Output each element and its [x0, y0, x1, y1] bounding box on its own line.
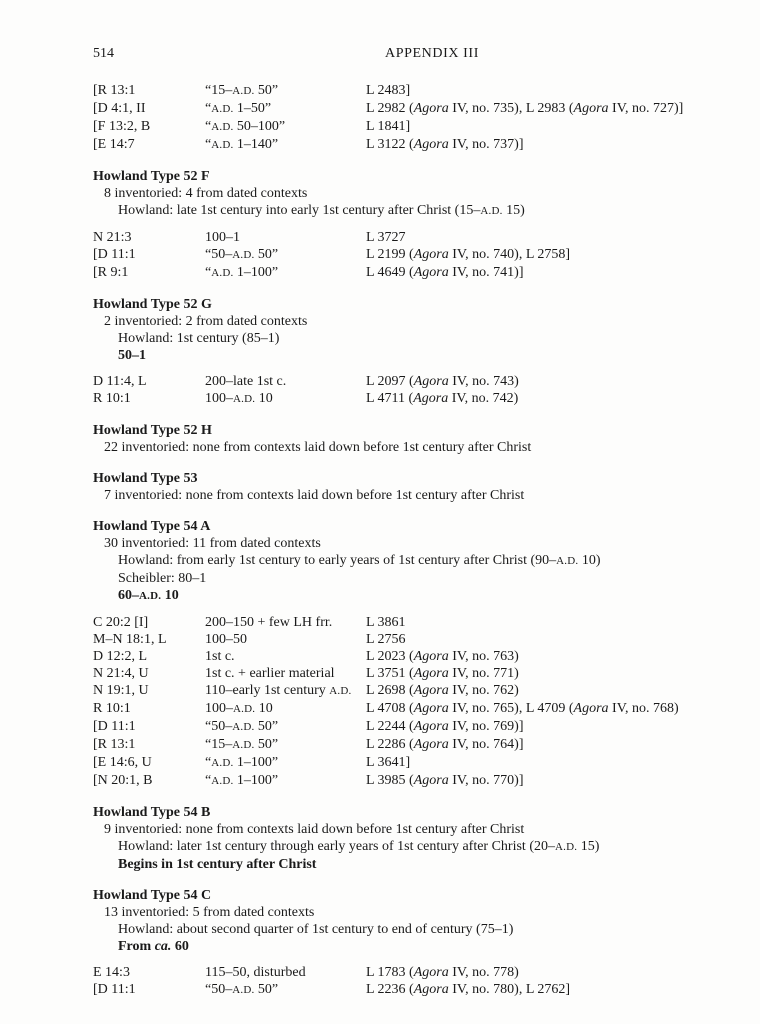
lamp-numbers-cell: L 4649 (Agora IV, no. 741)]: [366, 265, 524, 280]
date-range-cell: “A.D. 1–100”: [205, 265, 279, 280]
running-header: [93, 45, 694, 62]
lamp-numbers-cell: L 4711 (Agora IV, no. 742): [366, 391, 519, 406]
lamp-numbers-cell: L 2236 (Agora IV, no. 780), L 2762]: [366, 982, 571, 997]
date-range-cell: “15–A.D. 50”: [205, 83, 279, 98]
table-row: [93, 665, 694, 682]
table-row: [93, 964, 694, 981]
lamp-numbers-cell: L 2756: [366, 632, 406, 647]
table-row: [93, 648, 694, 665]
context-table: [93, 229, 694, 282]
section-heading: Howland Type 52 G: [93, 297, 212, 312]
page-number: 514: [93, 46, 114, 61]
context-cell: [F 13:2, B: [93, 119, 151, 134]
context-cell: N 19:1, U: [93, 683, 149, 698]
context-cell: [R 13:1: [93, 737, 136, 752]
lamp-numbers-cell: L 3861: [366, 615, 406, 630]
context-cell: [D 11:1: [93, 247, 136, 262]
section-detail-line: 2 inventoried: 2 from dated contexts: [104, 314, 308, 329]
table-row: [93, 718, 694, 736]
date-range-cell: 1st c. + earlier material: [205, 666, 335, 681]
lamp-numbers-cell: L 1783 (Agora IV, no. 778): [366, 965, 519, 980]
section-detail-line: 13 inventoried: 5 from dated contexts: [104, 905, 315, 920]
lamp-numbers-cell: L 4708 (Agora IV, no. 765), L 4709 (Agora IV, no. 768): [366, 701, 679, 716]
date-range-cell: “A.D. 50–100”: [205, 119, 286, 134]
section-detail-line: 7 inventoried: none from contexts laid down before 1st century after Christ: [104, 488, 525, 503]
section-detail-line: Howland: from early 1st century to early years of 1st century after Christ (90–A.D. 10): [118, 553, 601, 568]
lamp-numbers-cell: L 2023 (Agora IV, no. 763): [366, 649, 519, 664]
lamp-numbers-cell: L 2982 (Agora IV, no. 735), L 2983 (Agora IV, no. 727)]: [366, 101, 684, 116]
context-cell: [D 11:1: [93, 982, 136, 997]
lamp-numbers-cell: L 2244 (Agora IV, no. 769)]: [366, 719, 524, 734]
date-range-cell: 100–A.D. 10: [205, 391, 273, 406]
table-row: [93, 264, 694, 282]
date-range-cell: 200–late 1st c.: [205, 374, 287, 389]
date-range-cell: “50–A.D. 50”: [205, 247, 279, 262]
date-range-cell: “A.D. 1–140”: [205, 137, 279, 152]
table-row: [93, 981, 694, 999]
table-row: [93, 118, 694, 136]
type-section: [93, 296, 694, 364]
context-cell: M–N 18:1, L: [93, 632, 167, 647]
lamp-numbers-cell: L 1841]: [366, 119, 411, 134]
context-cell: D 11:4, L: [93, 374, 147, 389]
table-row: [93, 700, 694, 718]
table-row: [93, 373, 694, 390]
context-cell: [E 14:7: [93, 137, 135, 152]
date-range-cell: “A.D. 1–100”: [205, 755, 279, 770]
section-detail-line: Scheibler: 80–1: [118, 571, 207, 586]
section-detail-line: From ca. 60: [118, 939, 189, 954]
table-row: [93, 682, 694, 700]
type-section: [93, 804, 694, 873]
table-row: [93, 82, 694, 100]
section-heading: Howland Type 54 C: [93, 888, 212, 903]
lamp-numbers-cell: L 3985 (Agora IV, no. 770)]: [366, 773, 524, 788]
table-row: [93, 229, 694, 246]
context-cell: [E 14:6, U: [93, 755, 152, 770]
page-content: [93, 82, 694, 999]
section-detail-line: Howland: late 1st century into early 1st century after Christ (15–A.D. 15): [118, 203, 525, 218]
context-cell: [D 11:1: [93, 719, 136, 734]
date-range-cell: “50–A.D. 50”: [205, 982, 279, 997]
lamp-numbers-cell: L 3727: [366, 230, 406, 245]
date-range-cell: “A.D. 1–100”: [205, 773, 279, 788]
context-cell: C 20:2 [I]: [93, 615, 149, 630]
context-cell: D 12:2, L: [93, 649, 148, 664]
table-row: [93, 631, 694, 648]
context-table: [93, 964, 694, 999]
table-row: [93, 390, 694, 408]
section-heading: Howland Type 53: [93, 471, 198, 486]
date-range-cell: “50–A.D. 50”: [205, 719, 279, 734]
lamp-numbers-cell: L 3641]: [366, 755, 411, 770]
context-table: [93, 614, 694, 790]
date-range-cell: 110–early 1st century A.D.: [205, 683, 352, 698]
section-heading: Howland Type 52 H: [93, 423, 212, 438]
date-range-cell: 100–1: [205, 230, 240, 245]
table-row: [93, 136, 694, 154]
type-section: [93, 168, 694, 220]
lamp-numbers-cell: L 2483]: [366, 83, 411, 98]
section-detail-line: Howland: about second quarter of 1st century to end of century (75–1): [118, 922, 514, 937]
date-range-cell: “A.D. 1–50”: [205, 101, 272, 116]
date-range-cell: 115–50, disturbed: [205, 965, 306, 980]
lamp-numbers-cell: L 2286 (Agora IV, no. 764)]: [366, 737, 524, 752]
section-heading: Howland Type 54 A: [93, 519, 211, 534]
table-row: [93, 754, 694, 772]
section-detail-line: 60–A.D. 10: [118, 588, 179, 603]
date-range-cell: 200–150 + few LH frr.: [205, 615, 333, 630]
context-cell: R 10:1: [93, 391, 131, 406]
lamp-numbers-cell: L 3751 (Agora IV, no. 771): [366, 666, 519, 681]
lamp-numbers-cell: L 2097 (Agora IV, no. 743): [366, 374, 519, 389]
type-section: [93, 887, 694, 955]
context-table: [93, 373, 694, 408]
section-detail-line: Howland: later 1st century through early years of 1st century after Christ (20–A.D. 15): [118, 839, 600, 854]
table-row: [93, 772, 694, 790]
context-cell: [R 13:1: [93, 83, 136, 98]
page-title: APPENDIX III: [385, 46, 479, 61]
context-cell: [D 4:1, II: [93, 101, 146, 116]
section-heading: Howland Type 52 F: [93, 169, 210, 184]
type-section: [93, 518, 694, 605]
context-cell: E 14:3: [93, 965, 130, 980]
context-cell: [R 9:1: [93, 265, 129, 280]
type-section: [93, 422, 694, 456]
section-detail-line: Begins in 1st century after Christ: [118, 857, 317, 872]
lamp-numbers-cell: L 2698 (Agora IV, no. 762): [366, 683, 519, 698]
date-range-cell: “15–A.D. 50”: [205, 737, 279, 752]
table-row: [93, 614, 694, 631]
table-row: [93, 246, 694, 264]
type-section: [93, 470, 694, 504]
context-cell: N 21:4, U: [93, 666, 149, 681]
context-cell: R 10:1: [93, 701, 131, 716]
context-table: [93, 82, 694, 154]
table-row: [93, 736, 694, 754]
lamp-numbers-cell: L 2199 (Agora IV, no. 740), L 2758]: [366, 247, 571, 262]
section-heading: Howland Type 54 B: [93, 805, 211, 820]
section-detail-line: 9 inventoried: none from contexts laid down before 1st century after Christ: [104, 822, 525, 837]
date-range-cell: 100–50: [205, 632, 247, 647]
context-cell: N 21:3: [93, 230, 132, 245]
table-row: [93, 100, 694, 118]
section-detail-line: 22 inventoried: none from contexts laid down before 1st century after Christ: [104, 440, 532, 455]
section-detail-line: 50–1: [118, 348, 146, 363]
section-detail-line: Howland: 1st century (85–1): [118, 331, 280, 346]
section-detail-line: 8 inventoried: 4 from dated contexts: [104, 186, 308, 201]
date-range-cell: 1st c.: [205, 649, 235, 664]
lamp-numbers-cell: L 3122 (Agora IV, no. 737)]: [366, 137, 524, 152]
section-detail-line: 30 inventoried: 11 from dated contexts: [104, 536, 321, 551]
date-range-cell: 100–A.D. 10: [205, 701, 273, 716]
context-cell: [N 20:1, B: [93, 773, 153, 788]
